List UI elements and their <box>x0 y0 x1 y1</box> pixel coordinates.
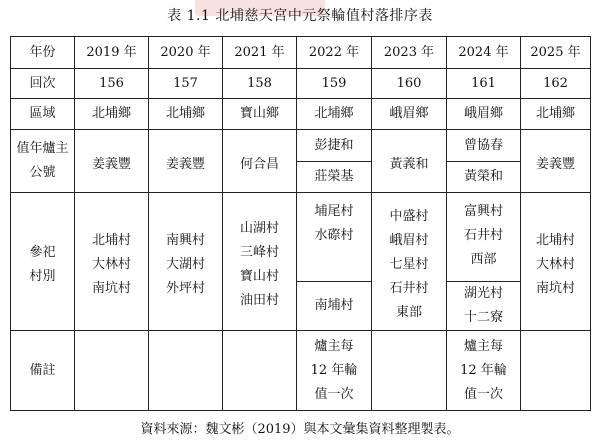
village-name: 埔尾村 <box>314 204 354 219</box>
villages-cell <box>149 193 223 331</box>
villages-cell <box>223 193 297 331</box>
village-name: 山湖村 <box>239 221 279 236</box>
header-villages-label: 參祀村別 <box>29 245 56 284</box>
village-name: 北埔村 <box>91 233 131 248</box>
round-cell: 160 <box>372 69 447 99</box>
villages-cell <box>75 193 149 331</box>
host-name: 曾協春 <box>463 137 503 153</box>
row-host <box>11 130 591 193</box>
host-name: 彭捷和 <box>314 137 354 153</box>
year-cell: 2021 年 <box>223 37 297 69</box>
header-host <box>11 130 75 193</box>
village-name: 西部 <box>470 252 497 267</box>
year-cell: 2024 年 <box>447 37 521 69</box>
year-cell: 2019 年 <box>75 37 149 69</box>
village-name: 石井村 <box>389 281 429 296</box>
source-note: 資料來源：魏文彬（2019）與本文彙集資料整理製表。 <box>140 422 460 437</box>
header-region: 區域 <box>11 99 75 130</box>
note-cell <box>447 331 521 411</box>
round-cell: 159 <box>297 69 372 99</box>
village-name: 七星村 <box>389 257 429 272</box>
table-title: 表 1.1 北埔慈天宮中元祭輪值村落排序表 <box>167 8 433 24</box>
host-cell: 姜義豐 <box>149 130 223 193</box>
note-line: 12 年輪 <box>310 362 358 378</box>
year-cell: 2020 年 <box>149 37 223 69</box>
header-host-label: 值年爐主公號 <box>16 141 69 180</box>
village-name: 大林村 <box>535 257 575 272</box>
host-name: 莊榮基 <box>297 161 371 193</box>
header-villages <box>11 193 75 331</box>
year-cell: 2025 年 <box>521 37 591 69</box>
note-line: 爐主每 <box>463 338 503 354</box>
village-name: 十二寮 <box>463 310 503 325</box>
note-cell-empty <box>149 331 223 411</box>
note-line: 爐主每 <box>314 338 354 354</box>
village-name: 南興村 <box>165 233 205 248</box>
note-cell-empty <box>223 331 297 411</box>
host-cell: 黃義和 <box>372 130 447 193</box>
host-cell: 姜義豐 <box>75 130 149 193</box>
village-name: 中盛村 <box>389 209 429 224</box>
villages-cell <box>372 193 447 331</box>
round-cell: 156 <box>75 69 149 99</box>
host-cell-split <box>447 130 521 193</box>
header-note: 備註 <box>11 331 75 411</box>
row-note <box>11 331 591 411</box>
note-cell <box>297 331 372 411</box>
villages-cell <box>521 193 591 331</box>
year-cell: 2022 年 <box>297 37 372 69</box>
round-cell: 158 <box>223 69 297 99</box>
village-name: 三峰村 <box>239 245 279 260</box>
villages-cell-split <box>447 193 521 331</box>
village-name: 南坑村 <box>91 281 131 296</box>
host-cell: 何合昌 <box>223 130 297 193</box>
rotation-table <box>10 36 591 411</box>
row-year <box>11 37 591 69</box>
village-name: 外坪村 <box>165 281 205 296</box>
round-cell: 161 <box>447 69 521 99</box>
region-cell: 峨眉鄉 <box>447 99 521 130</box>
round-cell: 162 <box>521 69 591 99</box>
host-name: 黃榮和 <box>447 161 520 193</box>
region-cell: 寶山鄉 <box>223 99 297 130</box>
village-name: 石井村 <box>463 228 503 243</box>
region-cell: 北埔鄉 <box>149 99 223 130</box>
village-name: 北埔村 <box>535 233 575 248</box>
note-cell-empty <box>372 331 447 411</box>
village-name: 東部 <box>395 305 422 320</box>
village-name: 水磜村 <box>314 228 354 243</box>
year-cell: 2023 年 <box>372 37 447 69</box>
round-cell: 157 <box>149 69 223 99</box>
region-cell: 北埔鄉 <box>297 99 372 130</box>
note-line: 值一次 <box>314 386 354 402</box>
villages-cell-split <box>297 193 372 331</box>
region-cell: 峨眉鄉 <box>372 99 447 130</box>
header-year: 年份 <box>11 37 75 69</box>
note-line: 值一次 <box>463 386 503 402</box>
row-villages <box>11 193 591 331</box>
host-cell-split <box>297 130 372 193</box>
region-cell: 北埔鄉 <box>75 99 149 130</box>
note-line: 12 年輪 <box>460 362 507 378</box>
village-name: 峨眉村 <box>389 233 429 248</box>
note-cell-empty <box>521 331 591 411</box>
village-name: 寶山村 <box>239 269 279 284</box>
village-name: 油田村 <box>239 293 279 308</box>
village-name: 大湖村 <box>165 257 205 272</box>
header-round: 回次 <box>11 69 75 99</box>
note-cell-empty <box>75 331 149 411</box>
village-name: 大林村 <box>91 257 131 272</box>
row-region <box>11 99 591 130</box>
host-cell: 姜義豐 <box>521 130 591 193</box>
row-round <box>11 69 591 99</box>
village-name: 富興村 <box>463 204 503 219</box>
village-name: 南坑村 <box>535 281 575 296</box>
village-name: 南埔村 <box>297 281 371 330</box>
village-name: 湖光村 <box>463 286 503 301</box>
region-cell: 北埔鄉 <box>521 99 591 130</box>
